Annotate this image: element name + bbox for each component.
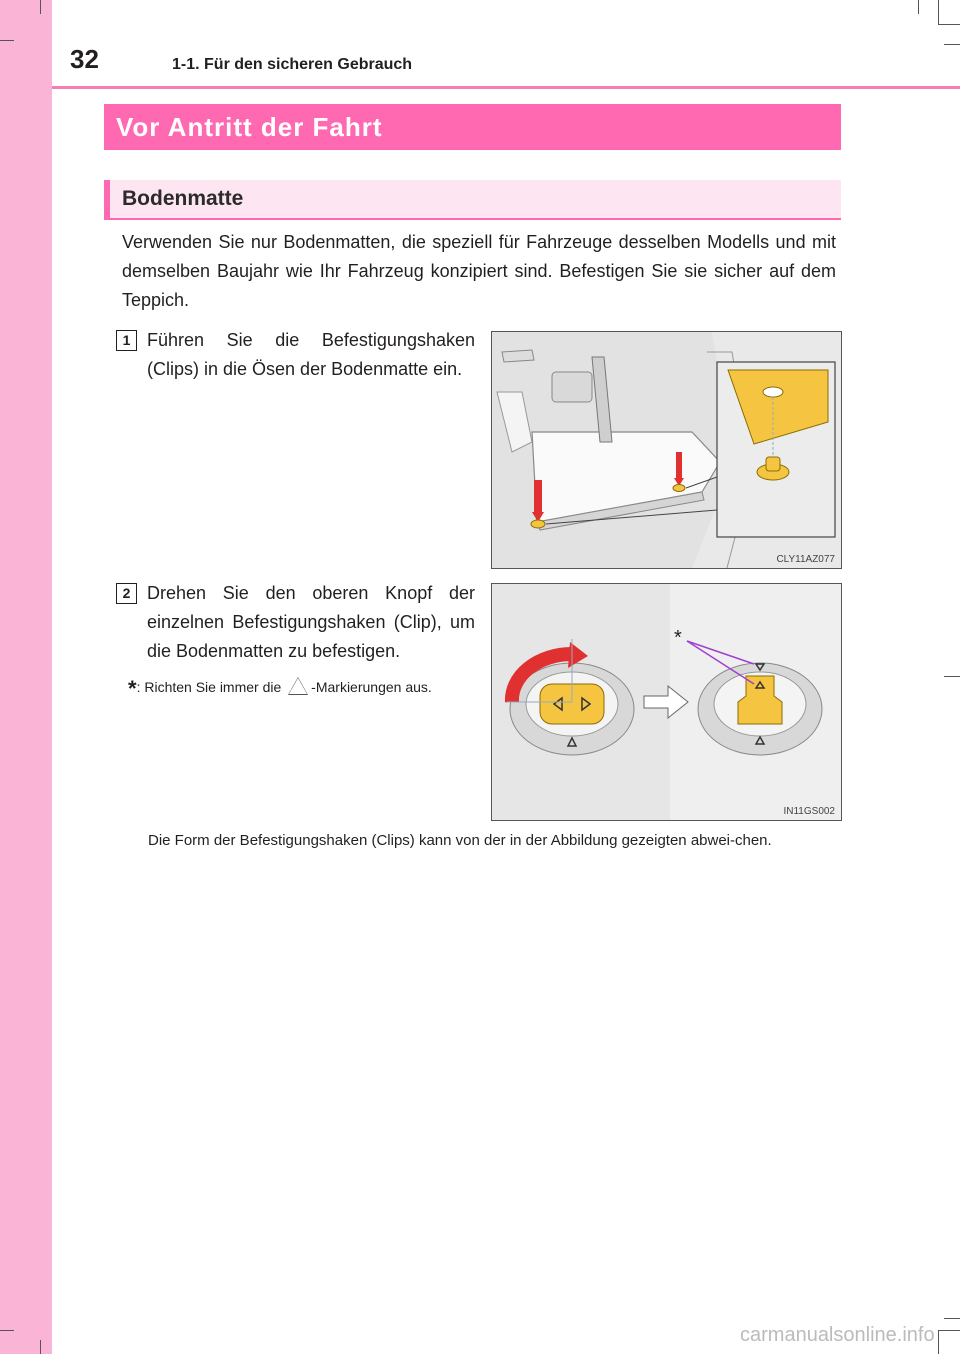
figure-code: CLY11AZ077: [776, 554, 835, 565]
note-text-after: -Markierungen aus.: [311, 679, 432, 695]
crop-mark: [0, 40, 14, 41]
watermark: carmanualsonline.info: [740, 1324, 935, 1346]
figure-floor-mat: [491, 331, 842, 569]
note-text-before: : Richten Sie immer die: [136, 679, 282, 695]
crop-mark: [944, 1318, 960, 1319]
chapter-title: 1-1. Für den sicheren Gebrauch: [172, 56, 413, 73]
step-number-2: 2: [116, 583, 137, 604]
header-divider: [52, 86, 960, 89]
note-marker-text: [128, 674, 476, 702]
intro-paragraph: Verwenden Sie nur Bodenmatten, die speziell für Fahrzeuge desselben Modells und mit demselben Baujahr wie Ihr Fahrzeug konzipiert sind. Befestigen Sie sie sicher auf dem Teppich.: [122, 232, 836, 310]
step-text-2: Drehen Sie den oberen Knopf der einzelnen Befestigungshaken (Clip), um die Bodenmatten zu befestigen.: [147, 583, 475, 661]
footnote: Die Form der Befestigungshaken (Clips) kann von der in der Abbildung gezeigten abwei-chen.: [148, 832, 772, 849]
crop-mark: [938, 0, 939, 24]
section-banner: [104, 104, 841, 150]
crop-mark: [938, 24, 960, 25]
crop-mark: [0, 1330, 14, 1331]
crop-mark: [938, 1330, 960, 1331]
clip-rotation-illustration: [492, 584, 841, 820]
crop-mark: [944, 44, 960, 45]
step-number-1: 1: [116, 330, 137, 351]
crop-mark: [938, 1330, 939, 1354]
page-number: 32: [70, 44, 99, 74]
page-sidebar-tab: [0, 0, 52, 1354]
step-text-1: Führen Sie die Befestigungshaken (Clips) in die Ösen der Bodenmatte ein.: [147, 330, 475, 379]
figure-code: IN11GS002: [783, 806, 835, 817]
subsection-accent-bar: [104, 180, 110, 218]
crop-mark: [944, 676, 960, 677]
crop-mark: [40, 0, 41, 14]
subsection-header: [104, 180, 841, 220]
crop-mark: [40, 1340, 41, 1354]
section-title: Vor Antritt der Fahrt: [116, 112, 383, 142]
figure-asterisk: *: [674, 627, 682, 649]
figure-clip-rotation: [491, 583, 842, 821]
subsection-title: Bodenmatte: [122, 187, 244, 210]
floor-mat-illustration: [492, 332, 841, 568]
triangle-mark-icon: [289, 678, 307, 694]
crop-mark: [918, 0, 919, 14]
note-asterisk: *: [128, 676, 137, 701]
